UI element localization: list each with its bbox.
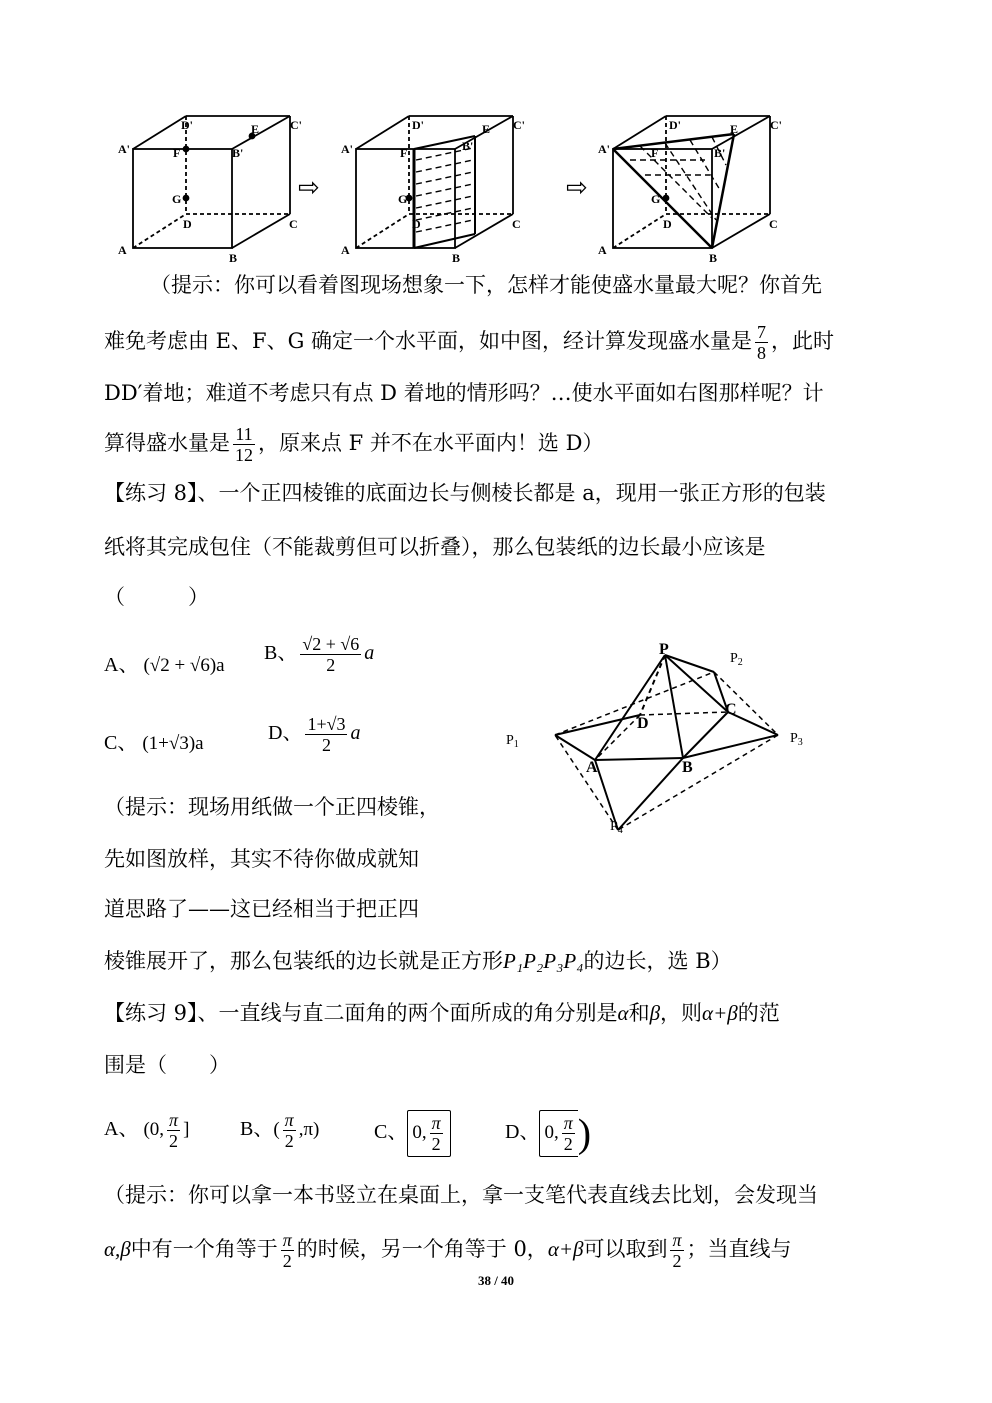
label-p2: $P_2$ [730,651,743,668]
square-name: P₁P₂P₃P₄ [503,949,584,973]
text: 可以取到 [583,1237,668,1261]
label-d-3: D [663,217,672,231]
ex8-hint-line3: 道思路了——这已经相当于把正四 [104,897,419,921]
cube-figures [0,0,992,270]
ex8-hint-line1: （提示：现场用纸做一个正四棱锥， [104,795,440,819]
label-b-3: B [709,251,718,265]
label-a-3: A [598,243,607,257]
option-math: (1+√3)a [142,733,204,754]
right-paren: ) [577,1110,592,1156]
label-p3: $P_3$ [790,731,803,748]
fraction [281,1230,294,1271]
text: 和 [628,1001,650,1025]
label-f-3: F [651,146,659,160]
text: ，此时 [771,329,835,353]
label-a1-2: A' [341,142,353,156]
denominator: 2 [282,1251,292,1271]
text: ，原来点 F 并不在水平面内！选 D） [258,431,604,455]
numerator: 7 [757,322,767,342]
denominator: 2 [563,1134,573,1154]
fraction [562,1113,575,1154]
ex8-hint-line2: 先如图放样，其实不待你做成就知 [104,847,419,871]
page-number: 38 / 40 [477,1273,515,1288]
label-a1-3: A' [598,142,610,156]
label-c1-3: C' [770,118,782,132]
denominator: 12 [235,445,253,465]
pyramid-net-figure [500,640,830,840]
text: 【练习 9】、一直线与直二面角的两个面所成的角分别是 [104,1001,618,1025]
ex9-line1 [104,998,780,1028]
variable: a [364,642,375,665]
label-p: P [659,641,669,658]
denominator: 2 [169,1131,179,1151]
closed-interval [407,1110,450,1157]
option-label: B、 [264,642,298,665]
beta: β [649,1001,661,1025]
denominator: 2 [321,735,331,755]
label-g-3: G [651,192,661,206]
ex9-line2: 围是（ ） [104,1053,230,1077]
half-open-interval [539,1110,577,1157]
ex9-option-a [104,1110,189,1151]
cube-1 [133,116,290,248]
label-a-2: A [341,243,350,257]
label-p4: $P_4$ [610,819,623,836]
text: ] [183,1119,190,1141]
numerator: π [672,1230,682,1250]
label-b1-2: B' [462,139,474,153]
label-d: D [183,217,192,231]
ex8-option-c [104,728,204,759]
denominator: 2 [326,655,336,675]
label-a1: A' [118,142,130,156]
variable: a [350,722,361,745]
option-label: D、 [505,1121,540,1144]
text: 难免考虑由 E、F、G 确定一个水平面，如中图，经计算发现盛水量是 [104,329,753,353]
ex9-option-d [505,1110,591,1157]
ex8-option-d [268,714,360,755]
label-d1-2: D' [412,118,424,132]
numerator: π [284,1110,294,1130]
option-label: B、 [240,1118,274,1141]
numerator: √2 + √6 [302,634,360,654]
label-d1: D' [181,118,193,132]
alpha-beta: α,β [104,1237,131,1261]
ex8-option-b [264,634,374,675]
text: ( [273,1119,280,1141]
label-e: E [251,122,260,136]
text: 算得盛水量是 [104,431,230,455]
label-e-2: E [482,122,491,136]
ex8-option-a [104,650,225,681]
label-c-2: C [512,217,521,231]
label-d-2: D [412,217,421,231]
text: 0, [544,1122,559,1144]
label-g: G [172,192,182,206]
text: 中有一个角等于 [130,1237,278,1261]
alpha: α [617,1001,629,1025]
fraction [300,634,361,675]
ex8-line3: （ ） [104,585,209,609]
text: 0, [412,1122,427,1144]
label-a: A [118,243,127,257]
alpha-plus-beta: α+β [547,1237,584,1261]
label-b-2: B [452,251,461,265]
numerator: π [431,1113,441,1133]
arrow-icon: ⇨ [566,173,588,203]
option-label: A、 [104,654,139,676]
denominator: 2 [284,1131,294,1151]
label-c: C [725,701,737,718]
ex9-option-c [374,1110,451,1157]
fraction [283,1110,296,1151]
label-c-3: C [769,217,778,231]
numerator: π [282,1230,292,1250]
hint1-line4 [104,424,603,465]
option-label: C、 [104,732,138,754]
text: 棱锥展开了，那么包装纸的边长就是正方形 [104,949,503,973]
option-label: A、 [104,1118,139,1141]
denominator: 2 [431,1134,441,1154]
label-b1: B' [232,146,244,160]
fraction [305,714,347,755]
denominator: 2 [672,1251,682,1271]
alpha-plus-beta: α+β [702,1001,738,1025]
label-a: A [586,759,598,776]
label-d1-3: D' [669,118,681,132]
hint1-line1: （提示：你可以看着图现场想象一下，怎样才能使盛水量最大呢？你首先 [150,273,822,297]
cube-3 [613,116,770,248]
option-math: (√2 + √6)a [143,655,225,676]
ex8-hint-line4 [104,946,732,976]
denominator: 8 [757,343,767,363]
label-f-2: F [400,146,408,160]
numerator: π [169,1110,179,1130]
numerator: 1+√3 [307,714,346,734]
label-b1-3: B' [714,146,726,160]
text: (0, [143,1119,165,1141]
text: 的范 [737,1001,780,1025]
label-c1: C' [290,118,302,132]
label-c1-2: C' [513,118,525,132]
option-label: C、 [374,1121,408,1144]
label-d: D [637,715,649,732]
ex8-line2: 纸将其完成包住（不能裁剪但可以折叠），那么包装纸的边长最小应该是 [104,535,766,559]
hint9-line2 [104,1230,792,1271]
option-label: D、 [268,722,303,745]
fraction [670,1230,683,1271]
text: 的时候，另一个角等于 0， [296,1237,548,1261]
label-c: C [289,217,298,231]
numerator: 11 [233,424,255,445]
ex8-line1: 【练习 8】、一个正四棱锥的底面边长与侧棱长都是 a，现用一张正方形的包装 [104,481,826,505]
fraction [167,1110,180,1151]
text: ；当直线与 [686,1237,792,1261]
label-f: F [173,146,181,160]
text: 的边长，选 B） [583,949,732,973]
hint1-line2 [104,322,834,363]
numerator: π [563,1113,573,1133]
label-p1: $P_1$ [506,733,519,750]
hint9-line1: （提示：你可以拿一本书竖立在桌面上，拿一支笔代表直线去比划，会发现当 [104,1183,818,1207]
ex9-option-b [240,1110,319,1151]
arrow-icon: ⇨ [298,173,320,203]
hint1-line3: DD′着地；难道不考虑只有点 D 着地的情形吗？…使水平面如右图那样呢？计 [104,381,824,405]
label-b: B [682,759,693,776]
fraction [430,1113,443,1154]
text: ,π) [298,1119,320,1141]
text: ，则 [660,1001,703,1025]
label-e-3: E [730,122,739,136]
fraction [233,424,255,465]
label-g-2: G [398,192,408,206]
fraction [755,322,768,363]
label-b: B [229,251,238,265]
